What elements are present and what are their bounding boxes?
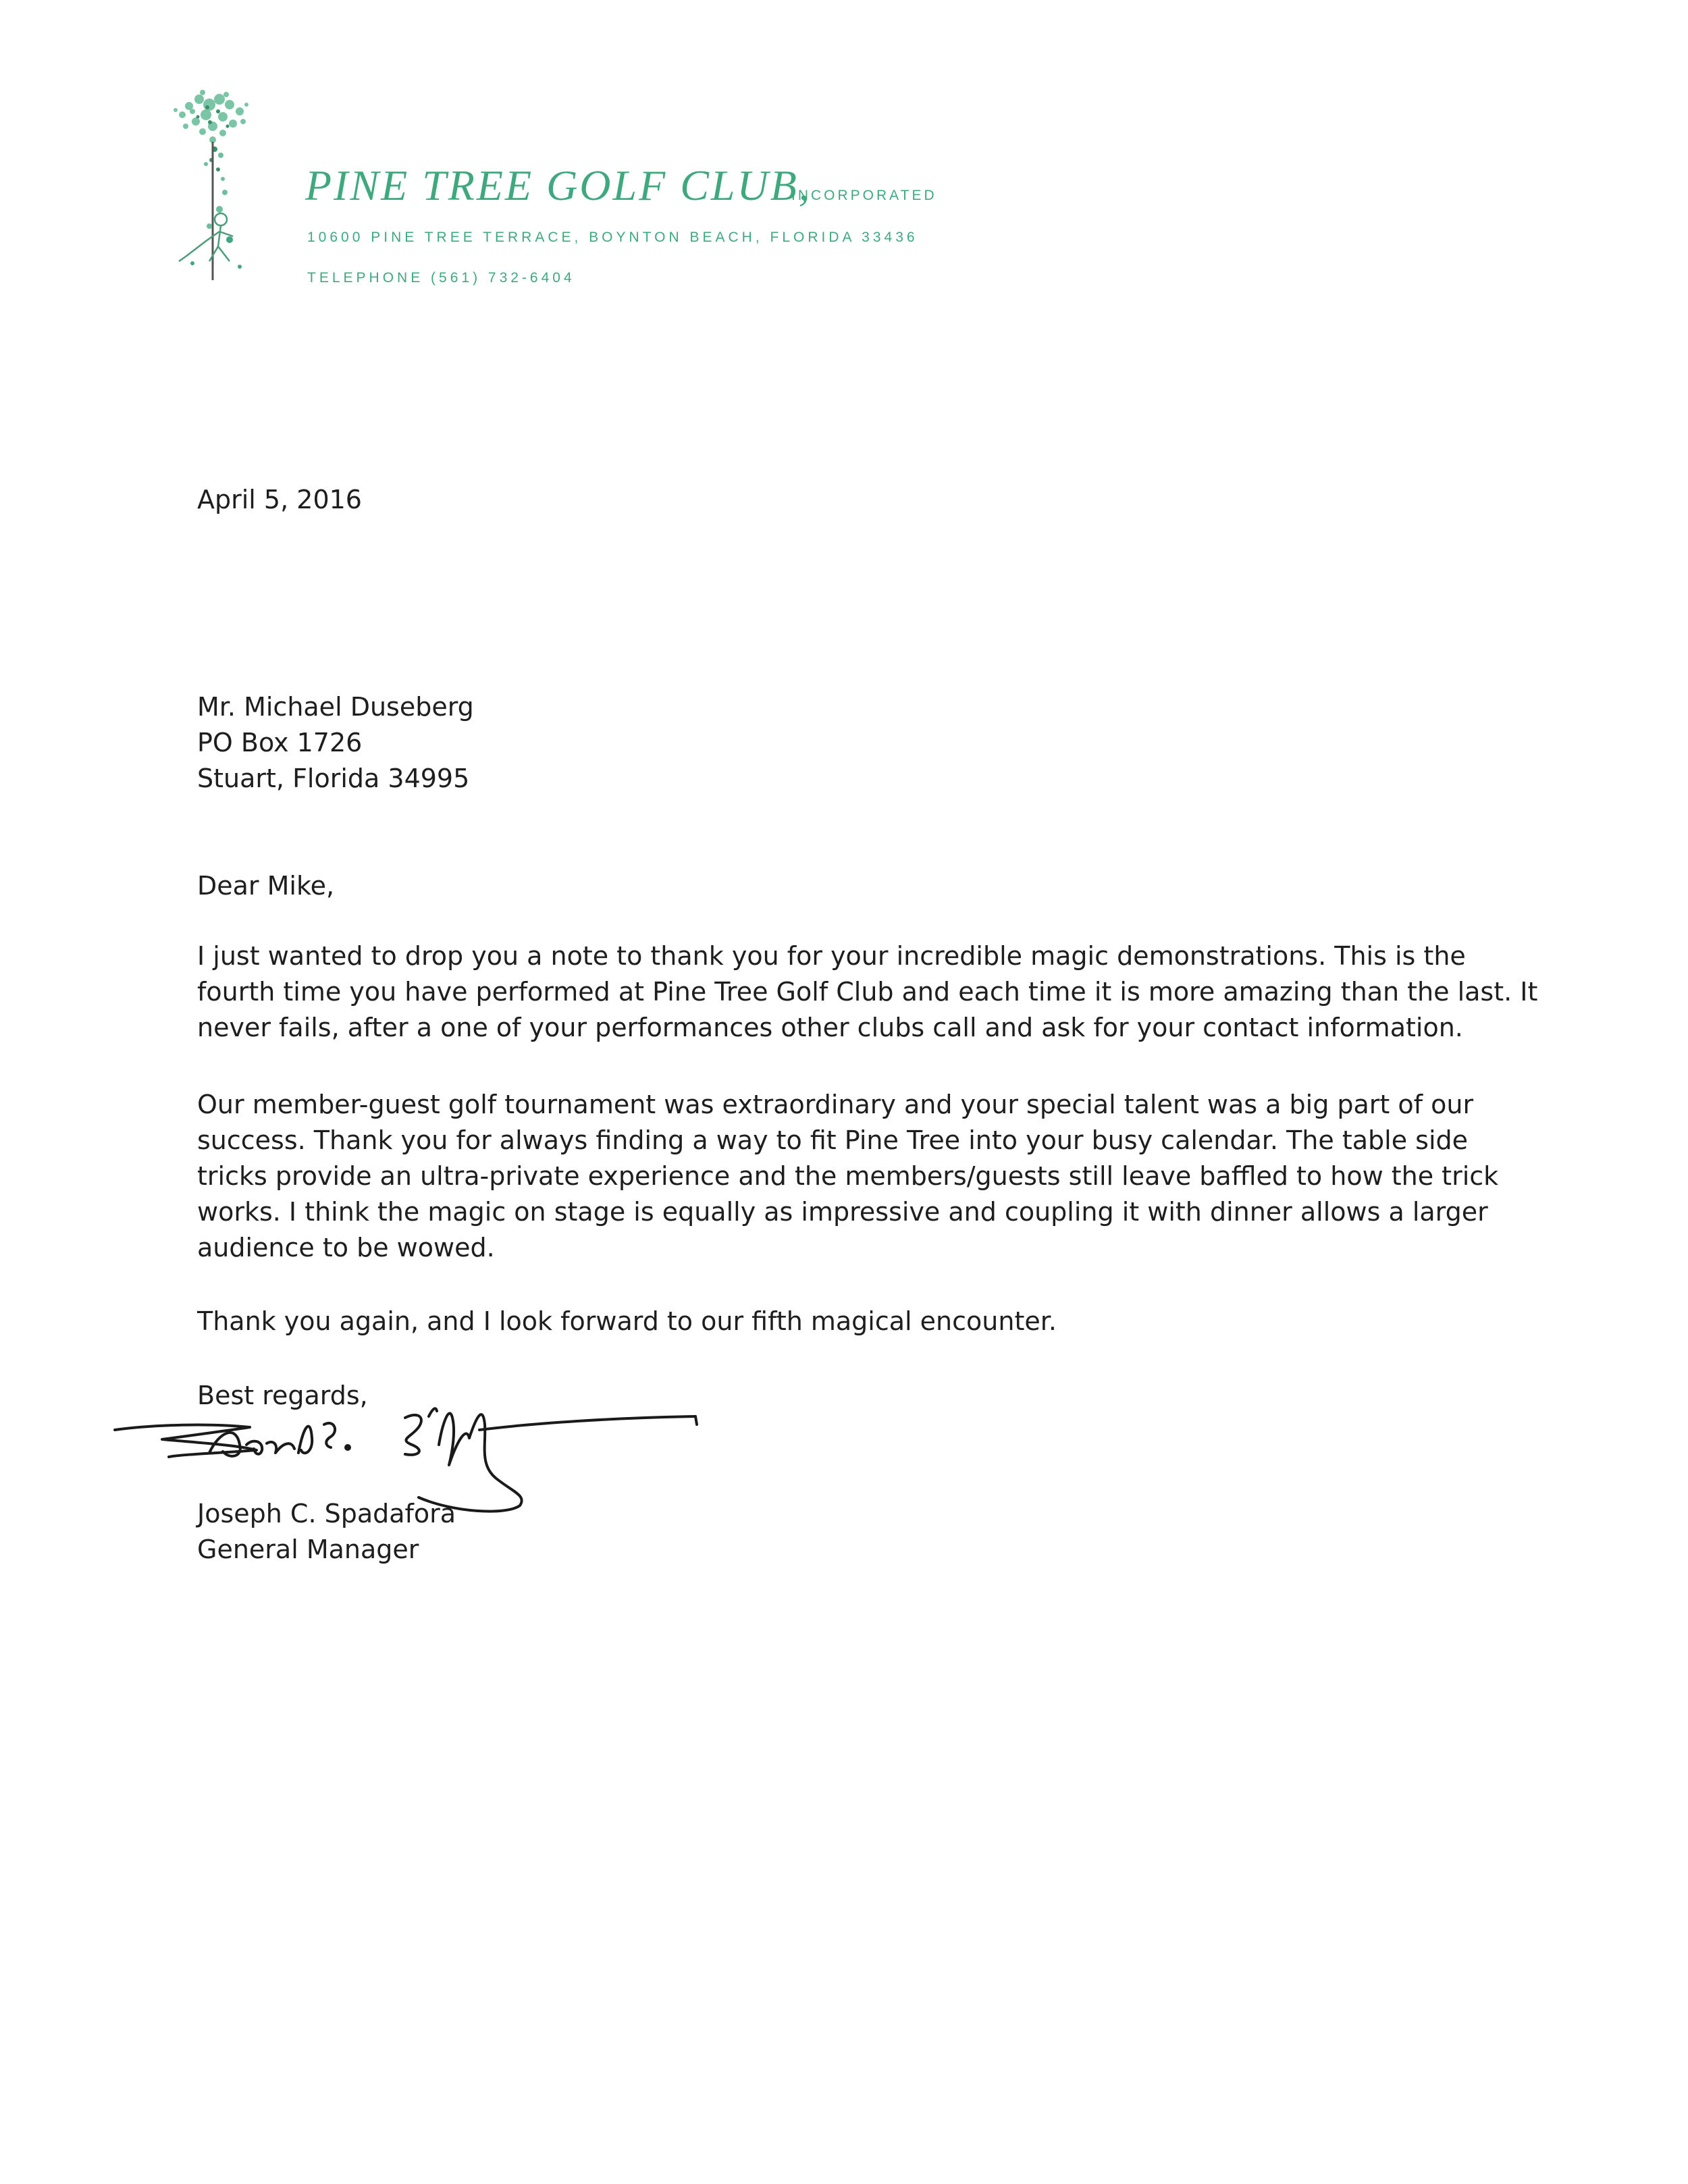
letter-date: April 5, 2016 [197,485,362,514]
paragraph-1-line: fourth time you have performed at Pine Tree Golf Club and each time it is more amazing than the last. It [197,977,1538,1007]
paragraph-2-line: tricks provide an ultra-private experience and the members/guests still leave baffled to how the trick [197,1161,1499,1191]
paragraph-3: Thank you again, and I look forward to our fifth magical encounter. [197,1306,1057,1336]
pine-tree-golfer-icon [145,84,273,287]
club-address: 10600 PINE TREE TERRACE, BOYNTON BEACH, FLORIDA 33436 [307,230,918,245]
recipient-address-line2: Stuart, Florida 34995 [197,764,470,793]
signer-name: Joseph C. Spadafora [197,1499,456,1528]
club-name-suffix: INCORPORATED [791,188,937,203]
club-phone: TELEPHONE (561) 732-6404 [307,270,575,286]
closing: Best regards, [197,1381,368,1410]
paragraph-1 [197,938,1538,1046]
paragraph-1-line: never fails, after a one of your performances other clubs call and ask for your contact information. [197,1013,1463,1042]
recipient-name: Mr. Michael Duseberg [197,692,474,722]
club-name: PINE TREE GOLF CLUB, [305,161,812,209]
paragraph-1-line: I just wanted to drop you a note to thank you for your incredible magic demonstrations. This is the [197,941,1466,971]
paragraph-2-line: audience to be wowed. [197,1233,495,1262]
salutation: Dear Mike, [197,871,335,901]
signer-title: General Manager [197,1535,419,1564]
paragraph-2-line: Our member-guest golf tournament was extraordinary and your special talent was a big part of our [197,1090,1474,1119]
paragraph-2-line: success. Thank you for always finding a way to fit Pine Tree into your busy calendar. The table side [197,1125,1469,1155]
paragraph-2-line: works. I think the magic on stage is equally as impressive and coupling it with dinner allows a larger [197,1197,1488,1227]
paragraph-2 [197,1087,1499,1266]
recipient-address-line1: PO Box 1726 [197,728,363,757]
